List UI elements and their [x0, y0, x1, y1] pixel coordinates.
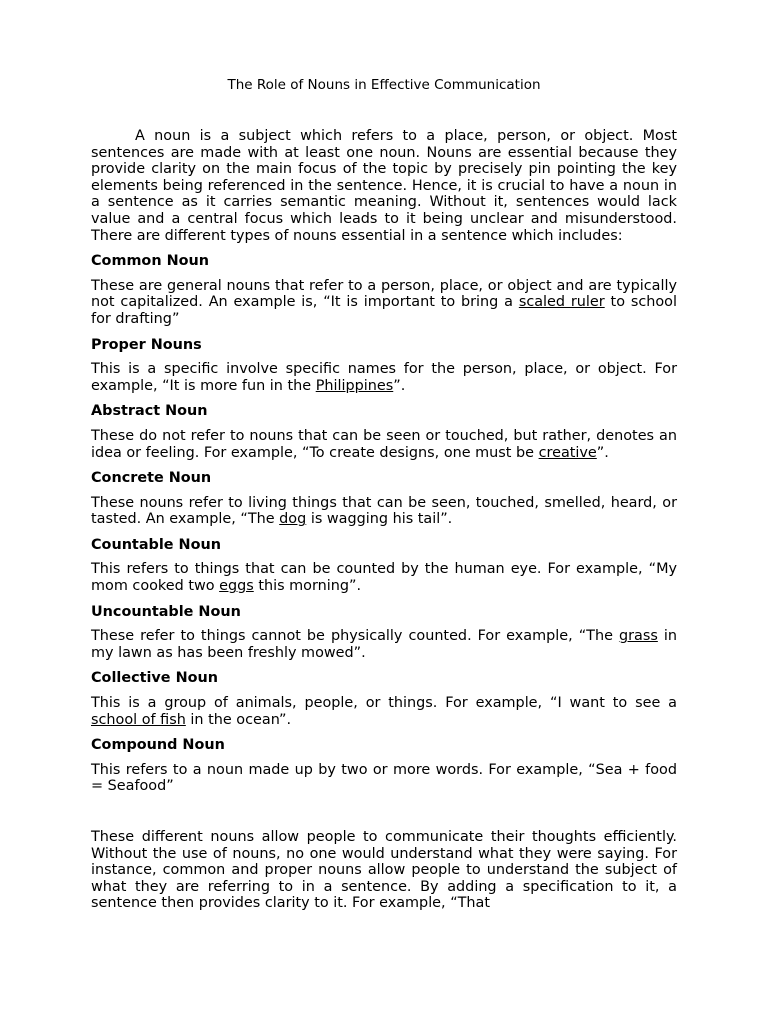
underlined-example: grass [618, 628, 658, 645]
section-text: These do not refer to nouns that can be seen or touched, but rather, denotes an idea or feeling. For example, “To create designs, one must be [91, 427, 677, 461]
conclusion-paragraph: These different nouns allow people to communicate their thoughts efficiently. Without the use of nouns, no one would understand what they were saying. For instance, common and proper nouns allow people to understand the subject of what they are referring to in a sentence. By adding a specification to it, a sentence then provides clarity to it. For example, “That [91, 829, 677, 912]
underlined-example: scaled ruler [518, 294, 605, 311]
section-text-uncountable-noun [91, 628, 677, 661]
intro-paragraph: A noun is a subject which refers to a place, person, or object. Most sentences are made with at least one noun. Nouns are essential because they provide clarity on the main focus of the topic by precisely pin pointing the key elements being referenced in the sentence. Hence, it is crucial to have a noun in a sentence as it carries semantic meaning. Without it, sentences would lack value and a central focus which leads to it being unclear and misunderstood. There are different types of nouns essential in a sentence which includes: [91, 128, 677, 244]
section-text: ”. [393, 377, 406, 394]
section-text-proper-nouns [91, 361, 677, 394]
underlined-example: dog [279, 511, 307, 528]
section-text: to school for drafting” [91, 294, 677, 327]
document-body [91, 128, 677, 912]
section-text-compound-noun [91, 762, 677, 795]
section-heading-uncountable-noun: Uncountable Noun [91, 603, 241, 620]
section-text: is wagging his tail”. [306, 511, 453, 528]
section-heading-compound-noun: Compound Noun [91, 737, 225, 754]
section-text-countable-noun [91, 561, 677, 594]
section-heading-countable-noun: Countable Noun [91, 536, 221, 553]
section-text: This is a specific involve specific names for the person, place, or object. For example, “It is more fun in the [91, 361, 677, 394]
underlined-example: Philippines [315, 377, 394, 394]
section-text: ”. [596, 444, 609, 461]
section-heading-collective-noun: Collective Noun [91, 670, 218, 687]
section-text: in the ocean”. [185, 711, 292, 728]
underlined-example: school of fish [91, 711, 186, 728]
section-text: These nouns refer to living things that can be seen, touched, smelled, heard, or tasted. An example, “The [91, 494, 677, 528]
section-text: This refers to things that can be counted by the human eye. For example, “My mom cooked two [91, 561, 677, 595]
section-text: These refer to things cannot be physically counted. For example, “The [91, 628, 619, 645]
section-heading-abstract-noun: Abstract Noun [91, 403, 208, 420]
section-heading-proper-nouns: Proper Nouns [91, 336, 202, 353]
section-text-abstract-noun [91, 428, 677, 461]
section-text: This refers to a noun made up by two or more words. For example, “Sea + food = Seafood” [91, 761, 677, 795]
section-text-common-noun [91, 278, 677, 328]
section-text-concrete-noun [91, 495, 677, 528]
section-text: This is a group of animals, people, or things. For example, “I want to see a [91, 695, 677, 712]
underlined-example: creative [538, 444, 597, 461]
section-text-collective-noun [91, 695, 677, 728]
section-text: this morning”. [253, 578, 362, 595]
section-text: These are general nouns that refer to a person, place, or object and are typically not capitalized. An example is, “It is important to bring a [91, 277, 677, 311]
underlined-example: eggs [219, 578, 254, 595]
section-heading-common-noun: Common Noun [91, 253, 209, 270]
section-text: in my lawn as has been freshly mowed”. [91, 628, 677, 661]
section-heading-concrete-noun: Concrete Noun [91, 470, 212, 487]
document-title: The Role of Nouns in Effective Communication [227, 77, 541, 93]
